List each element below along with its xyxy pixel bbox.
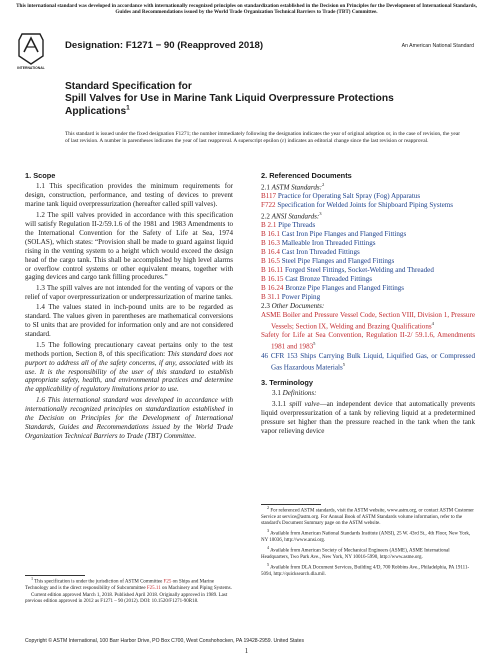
footnote-1: $^1$ This specification is under the jurisdiction of ASTM Committee F25 on Ships and Marine Technology and is the direct responsibility of Subcommittee F25.11 on Machinery and Piping Systems. (25, 576, 232, 591)
scope-heading: 1. Scope (25, 171, 56, 180)
ref-title[interactable]: Bronze Pipe Flanges and Flanged Fittings (283, 284, 405, 293)
other-documents-label: 2.3 Other Documents: (261, 302, 325, 311)
ref-46-cfr-153[interactable]: 46 CFR 153 Ships Carrying Bulk Liquid, Liquified Gas, or Compressed Gas Hazardous Materials$^5$ (261, 351, 475, 371)
ansi-ref-item[interactable] (261, 221, 475, 230)
ansi-ref-item[interactable] (261, 257, 475, 266)
ansi-ref-item[interactable] (261, 239, 475, 248)
page-number: 1 (244, 647, 249, 655)
astm-standards-label: 2.1 ASTM Standards:$^2$ (261, 181, 325, 192)
astm-ref-item[interactable] (261, 201, 475, 210)
astm-ref-item[interactable] (261, 192, 475, 201)
para-3-1: 3.1 Definitions: (272, 389, 317, 398)
ref-code[interactable]: B 16.11 (261, 266, 284, 275)
ansi-standards-label: 2.2 ANSI Standards:$^3$ (261, 211, 322, 221)
footnote-2: $^2$ For referenced ASTM standards, visit the ASTM website, www.astm.org, or contact ASTM Customer Service at service@astm.org. For Annual Book of ASTM Standards volume information, refer to the standard's Document Summary page on the ASTM website. (261, 505, 474, 527)
ref-title[interactable]: Practice for Operating Salt Spray (Fog) Apparatus (276, 192, 421, 201)
ref-code[interactable]: B117 (261, 192, 277, 201)
ref-code[interactable]: F722 (261, 201, 276, 210)
ref-title[interactable]: Power Piping (279, 293, 321, 302)
footnotes-left (25, 575, 233, 606)
issue-note: This standard is issued under the fixed designation F1271; the number immediately following the designation indicates the year of original adoption or, in the case of revision, the year of last revision. A number in parentheses indicates the year of last reapproval. A superscript epsilon (ε) indicates an editorial change since the last revision or reapproval. (65, 131, 461, 144)
ref-code[interactable]: B 31.1 (261, 293, 280, 302)
ref-title[interactable]: Forged Steel Fittings, Socket-Welding and Threaded (283, 266, 434, 275)
ref-title[interactable]: Specification for Welded Joints for Shipboard Piping Systems (275, 201, 454, 210)
ref-title[interactable]: Cast Iron Threaded Fittings (279, 248, 360, 257)
footnote-4: $^4$ Available from American Society of Mechanical Engineers (ASME), ASME International Headquarters, Two Park Ave., New York, NY 10016-5990, http://www.asme.org. (261, 545, 450, 561)
para-1-4: 1.4 The values stated in inch-pound units are to be regarded as standard. The values given in parentheses are mathematical conversions to SI units that are provided for information only and are not considered standard. (25, 303, 233, 339)
ref-title[interactable]: Pipe Threads (276, 221, 316, 230)
ansi-refs-list (261, 221, 475, 302)
ref-title[interactable]: Cast Iron Pipe Flanges and Flanged Fittings (279, 230, 407, 239)
ansi-ref-item[interactable] (261, 284, 475, 293)
title-main: Standard Specification for (65, 81, 192, 92)
ref-code[interactable]: B 16.4 (261, 248, 280, 257)
ref-code[interactable]: B 16.5 (261, 257, 280, 266)
ref-code[interactable]: B 16.15 (261, 275, 284, 284)
title-sub: Spill Valves for Use in Marine Tank Liquid Overpressure Protections Applications$^1$ (65, 93, 394, 117)
document-title (65, 81, 445, 118)
svg-text:INTERNATIONAL: INTERNATIONAL (17, 66, 45, 70)
copyright-line: Copyright © ASTM International, 100 Barr Harbor Drive, PO Box C700, West Conshohocken, PA 19428-2959. United States (25, 638, 305, 644)
footnote-5: $^5$ Available from DLA Document Services, Building 4/D, 700 Robbins Ave., Philadelphia, PA 19111-5094, http://quicksearch.dla.mil. (261, 562, 470, 578)
header-note: This international standard was developed in accordance with internationally recognized principles on standardization established in the Decision on Principles for the Development of International Standards, Guides and Recommendations issued by the World Trade Organization Technical Barriers to Trade (TBT) Committee. (16, 3, 477, 16)
para-3-1-1: 3.1.1 spill valve—an independent device that automatically prevents liquid overpressurization of a tank by relieving liquid at a predetermined pressure set higher than the pressure reached in the tank when the tank vapor relieving device (261, 399, 475, 435)
footnote-edition: Current edition approved March 1, 2018. Published April 2018. Originally approved in 1989. Last previous edition approved in 2012 as F1271 – 90 (2012). DOI: 10.1520/F1271-90R18. (25, 593, 228, 605)
title-footnote-mark: 1 (126, 104, 130, 112)
refs-heading: 2. Referenced Documents (261, 171, 352, 180)
para-1-1: 1.1 This specification provides the minimum requirements for design, construction, performance, and testing of devices to prevent marine tank liquid overpressurization (hereafter called spill valves). (25, 182, 233, 209)
ref-code[interactable]: B 16.24 (261, 284, 284, 293)
ref-code[interactable]: B 16.3 (261, 239, 280, 248)
link-f25-11[interactable]: F25.11 (146, 585, 161, 591)
para-1-2: 1.2 The spill valves provided in accordance with this specification will satisfy Regulation II-2/59.1.6 of the 1981 and 1983 Amendments to the International Convention for the Safety of Life at Sea, 1974 (SOLAS), which states: “Provision shall be made to guard against liquid rising in the venting system to a height which would exceed the design head of the cargo tank. This shall be accomplished by high level alarms or overflow control systems or other equivalent means, together with gaging devices and cargo tank filling procedures.” (25, 210, 233, 282)
ref-solas[interactable]: Safety for Life at Sea Convention, Regulation II-2/ 59.1.6, Amendments 1981 and 1983$^5$ (261, 331, 475, 351)
ansi-ref-item[interactable] (261, 230, 475, 239)
terminology-heading: 3. Terminology (261, 377, 314, 387)
right-column (261, 172, 475, 436)
ans-label: An American National Standard (401, 43, 474, 49)
ansi-ref-item[interactable] (261, 293, 475, 302)
para-1-6: 1.6 This international standard was developed in accordance with internationally recognized principles on standardization established in the Decision on Principles for the Development of International Standards, Guides and Recommendations issued by the World Trade Organization Technical Barriers to Trade (TBT) Committee. (25, 395, 233, 440)
designation: Designation: F1271 − 90 (Reapproved 2018) (65, 40, 264, 51)
astm-refs-list (261, 192, 475, 210)
footnote-3: $^3$ Available from American National Standards Institute (ANSI), 25 W. 43rd St., 4th Floor, New York, NY 10036, http://www.ansi.org. (261, 528, 471, 544)
ref-asme-code[interactable]: ASME Boiler and Pressure Vessel Code, Section VIII, Division 1, Pressure Vessels; Section IX, Welding and Brazing Qualifications$^4$ (261, 311, 475, 331)
footnotes-right (261, 504, 475, 579)
link-f25[interactable]: F25 (163, 579, 172, 585)
ref-title[interactable]: Steel Pipe Flanges and Flanged Fittings (279, 257, 395, 266)
ansi-ref-item[interactable] (261, 275, 475, 284)
ansi-ref-item[interactable] (261, 248, 475, 257)
ref-title[interactable]: Malleable Iron Threaded Fittings (279, 239, 376, 248)
left-column (25, 172, 233, 441)
ref-code[interactable]: B 16.1 (261, 230, 280, 239)
ref-code[interactable]: B 2.1 (261, 221, 277, 230)
astm-logo (16, 30, 46, 70)
para-1-3: 1.3 The spill valves are not intended for the venting of vapors or the relief of vapor overpressurization or underpressurization of marine tanks. (25, 283, 233, 301)
ansi-ref-item[interactable] (261, 266, 475, 275)
para-1-5: 1.5 The following precautionary caveat pertains only to the test methods portion, Section 8, of this specification: This standard does not purport to address all of the safety concerns, if any, associated with its use. It is the responsibility of the user of this standard to establish appropriate safety, health, and environmental practices and determine the applicability of regulatory limitations prior to use. (25, 340, 234, 394)
ref-title[interactable]: Cast Bronze Threaded Fittings (283, 275, 372, 284)
